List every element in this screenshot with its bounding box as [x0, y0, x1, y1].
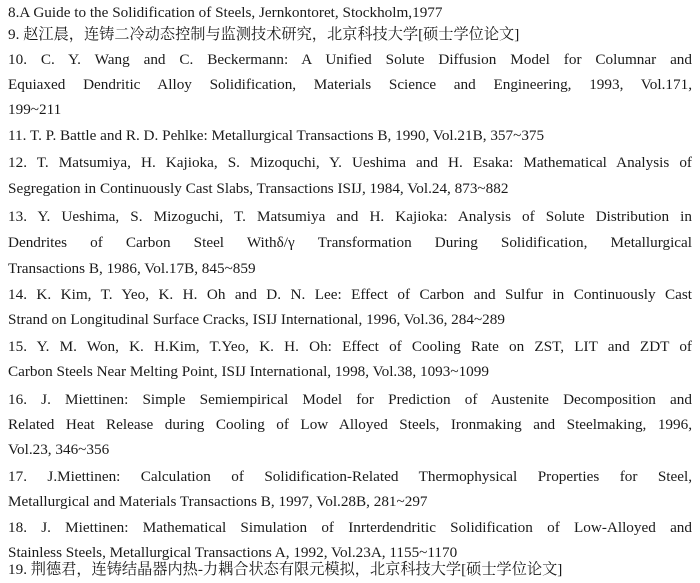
reference-line: 12. T. Matsumiya, H. Kajioka, S. Mizoquchi, Y. Ueshima and H. Esaka: Mathematical Analysis of	[8, 154, 692, 171]
reference-line: 19. 荆德君，连铸结晶器内热-力耦合状态有限元模拟，北京科技大学[硕士学位论文]	[8, 561, 563, 578]
reference-line: 16. J. Miettinen: Simple Semiempirical Model for Prediction of Austenite Decomposition and	[8, 391, 692, 408]
reference-line: 10. C. Y. Wang and C. Beckermann: A Unified Solute Diffusion Model for Columnar and	[8, 51, 692, 68]
reference-line: Transactions B, 1986, Vol.17B, 845~859	[8, 260, 256, 277]
reference-line: Related Heat Release during Cooling of Low Alloyed Steels, Ironmaking and Steelmaking, 1996,	[8, 416, 692, 433]
reference-line: 15. Y. M. Won, K. H.Kim, T.Yeo, K. H. Oh: Effect of Cooling Rate on ZST, LIT and ZDT of	[8, 338, 692, 355]
reference-line: 11. T. P. Battle and R. D. Pehlke: Metallurgical Transactions B, 1990, Vol.21B, 357~375	[8, 127, 545, 144]
reference-line: Equiaxed Dendritic Alloy Solidification, Materials Science and Engineering, 1993, Vol.171,	[8, 76, 692, 93]
reference-line: Vol.23, 346~356	[8, 441, 110, 458]
reference-line: Carbon Steels Near Melting Point, ISIJ International, 1998, Vol.38, 1093~1099	[8, 363, 489, 380]
reference-line: 18. J. Miettinen: Mathematical Simulation of Inrterdendritic Solidification of Low-Alloyed and	[8, 519, 692, 536]
reference-line: 8.A Guide to the Solidification of Steels, Jernkontoret, Stockholm,1977	[8, 4, 443, 21]
reference-list	[8, 0, 692, 583]
reference-line: 14. K. Kim, T. Yeo, K. H. Oh and D. N. Lee: Effect of Carbon and Sulfur in Continuously Cast	[8, 286, 692, 303]
reference-line: 9. 赵江晨，连铸二冷动态控制与监测技术研究，北京科技大学[硕士学位论文]	[8, 26, 520, 43]
reference-line: 17. J.Miettinen: Calculation of Solidification-Related Thermophysical Properties for Steel,	[8, 468, 692, 485]
reference-line: Metallurgical and Materials Transactions B, 1997, Vol.28B, 281~297	[8, 493, 428, 510]
reference-line: Strand on Longitudinal Surface Cracks, ISIJ International, 1996, Vol.36, 284~289	[8, 311, 505, 328]
reference-line: Dendrites of Carbon Steel Withδ/γ Transformation During Solidification, Metallurgical	[8, 234, 692, 251]
reference-line: Stainless Steels, Metallurgical Transactions A, 1992, Vol.23A, 1155~1170	[8, 544, 458, 561]
reference-line: 13. Y. Ueshima, S. Mizoguchi, T. Matsumiya and H. Kajioka: Analysis of Solute Distribution in	[8, 208, 692, 225]
reference-line: 199~211	[8, 101, 62, 118]
reference-line: Segregation in Continuously Cast Slabs, Transactions ISIJ, 1984, Vol.24, 873~882	[8, 180, 509, 197]
